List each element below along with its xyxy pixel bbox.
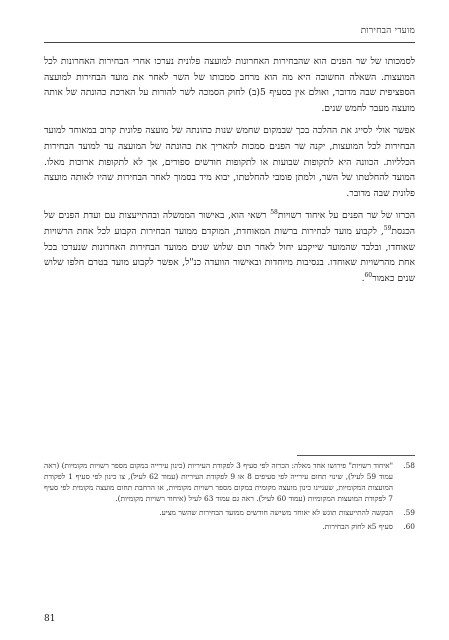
body-text bbox=[44, 54, 415, 293]
paragraph-3 bbox=[44, 208, 415, 286]
document-page bbox=[44, 18, 415, 624]
footnote-ref-58[interactable]: 58 bbox=[270, 209, 278, 217]
footnotes bbox=[44, 460, 415, 535]
paragraph-3-part-2: רשאי הוא, באישור הממשלה ובהתייעצות עם ועדת הפנים של הכנסת bbox=[44, 210, 415, 237]
paragraph-3-part-4: . bbox=[361, 272, 365, 284]
footnote-ref-59[interactable]: 59 bbox=[383, 224, 392, 232]
paragraph-3-part-3: , לקבוע מועד לבחירות ברשות המאוחדת, המוקדם ממועד הבחירות הקבוע לכל אחת הרשויות שאוחדו, ובלבד שהמועד שייקבע יחול לאחר תום שלוש שנים ממועד הבחירות האחרונות שנערכו בכל אחת מהרשויות שאוחדו. בנסיבות מיוחדות ובאישור הוועדה כנ"ל, אפשר לקבוע מועד בטרם חלפו שלוש שנים כאמור bbox=[44, 225, 415, 284]
footnote-text: הבקשה להתייעצות תוגש לא יאוחר משישה חודשים ממועד הבחירות שהשר מציע. bbox=[159, 508, 393, 517]
footnote-58 bbox=[44, 460, 415, 504]
header-rule bbox=[44, 42, 415, 43]
footnote-number: 60. bbox=[403, 522, 415, 531]
footnote-number: 59. bbox=[403, 508, 415, 517]
footnote-number: 58. bbox=[403, 461, 415, 470]
footnote-text: סעיף 5א לחוק הבחירות. bbox=[322, 522, 393, 531]
running-head: מועדי הבחירות bbox=[360, 26, 415, 36]
footnote-text: "איחוד רשויות" פירושו אחד מאלה: הכרזה לפי סעיף 3 לפקודת העיריות (כינון עירייה במקום מספר רשויות מקומיות) (ראה עמוד 59 לעיל), שינוי תחום עירייה לפי סעיפים 8 או 9 לפקודת העיריות (עמוד 62 לעיל), צו כינון לפי סעיף 1 לפקודת המועצות המקומיות, שעניינו כינון מועצה מקומית במקום מספר רשויות מקומיות, או הרחבת תחום מועצה מקומית לפי סעיף 7 לפקודת המועצות המקומיות (עמוד 60 לעיל). ראה גם עמוד 63 לעיל (איחוד רשויות מקומיות). bbox=[44, 461, 393, 503]
footnote-ref-60[interactable]: 60 bbox=[364, 271, 373, 279]
footnote-60 bbox=[44, 521, 415, 532]
page-number: 81 bbox=[44, 614, 56, 624]
footnote-59 bbox=[44, 507, 415, 518]
paragraph-3-part-1: הכרזו של שר הפנים על איחוד רשויות bbox=[277, 210, 415, 222]
footnote-rule bbox=[297, 455, 415, 456]
paragraph-2: אפשר אולי לסייג את ההלכה בכך שבמקום שחמש שנות כהונתה של מועצה פלונית קרוב במאוחד למועד הבחירות לכל המועצות, יקנה שר הפנים סמכות להאריך את כהונתה של המועצה עד למועד הבחירות הכלליות. הכוונה היא לתקופות שבועות או לתקופות חודשים ספורים, אך לא לתקופות ארוכות מאלו. המועד להחלטתו של השר, ולמתן פומבי להחלטתו, יבוא מיד בסמוך לאחר הבחירות שהיו לאותה מועצה פלונית שבה מדובר. bbox=[44, 125, 415, 199]
paragraph-1: לסמכותו של שר הפנים הוא שהבחירות האחרונות למועצה פלונית נערכו אחרי הבחירות האחרונות לכל המועצות. השאלה החשובה היא מה הוא מרחב סמכותו של השר לאחר את מועד הבחירות למועצה הספציפית שבה מדובר, ואולם אין בסעיף 5(ב) לחוק הסמכה לשר להורות על הארכת כהונתה של אותה מועצה מעבר לחמש שנים. bbox=[44, 56, 415, 114]
